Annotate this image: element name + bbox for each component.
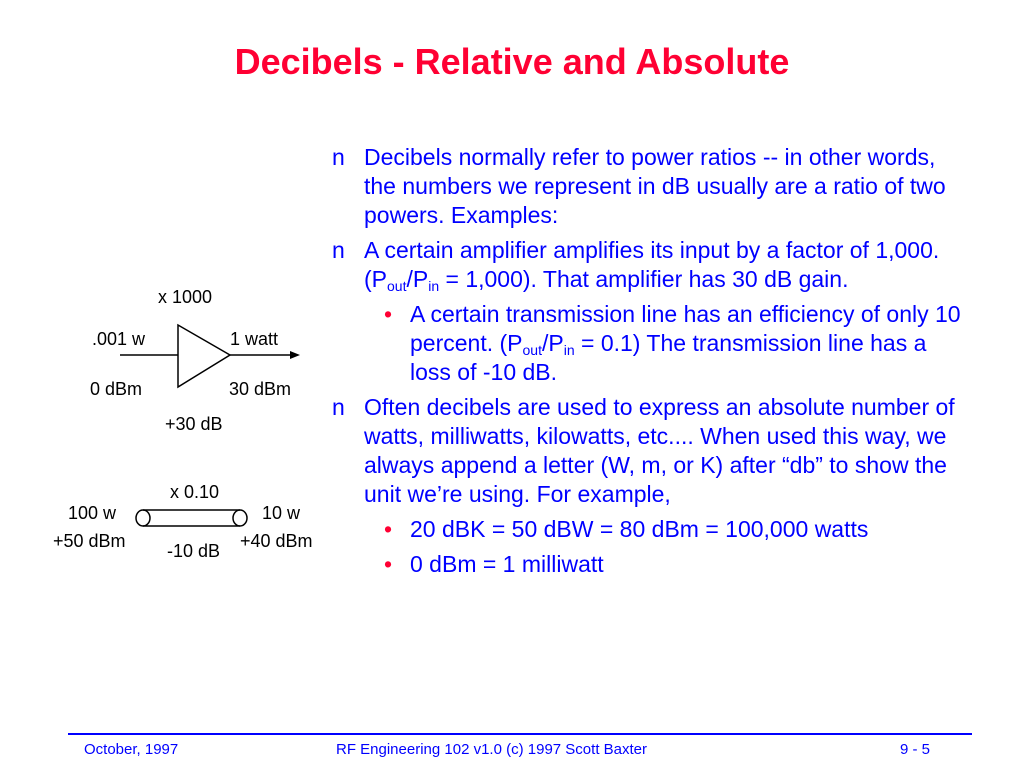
amp-arrowhead: [290, 351, 300, 359]
bullet-text: Often decibels are used to express an absolute number of watts, milliwatts, kilowatts, etc.... When used this way, we always append a letter (W, m, or K) after “db” to show the unit we’re using. For example,: [364, 394, 955, 507]
subbullet-transmission-line: [330, 300, 970, 387]
bullet-text: A certain amplifier amplifies its input by a factor of 1,000. $(P_{out}/P_{in} = 1,000)$. That amplifier has 30 dB gain.: [364, 237, 940, 294]
bullet-amplifier: [330, 236, 970, 294]
subbullet-text: 20 dBK = 50 dBW = 80 dBm = 100,000 watts: [410, 516, 869, 542]
amp-gain-db: +30 dB: [165, 414, 223, 434]
bullet-marker: n: [332, 144, 345, 170]
cable-right-end: [233, 510, 247, 526]
bullet-marker: n: [332, 394, 345, 420]
line-input-dbm: +50 dBm: [53, 531, 126, 551]
subbullet-text: A certain transmission line has an efficiency of only 10 percent. $(P_{out}/P_{in} = 0.1)$ The transmission line has a loss of -10 dB.: [410, 301, 961, 385]
footer-divider: [68, 733, 972, 735]
cable-left-end: [136, 510, 150, 526]
subbullet-marker: •: [384, 551, 393, 577]
subbullet-dbk: [330, 515, 970, 544]
amp-output-dbm: 30 dBm: [229, 379, 292, 399]
amplifier-triangle: [178, 325, 230, 387]
footer-course: RF Engineering 102 v1.0 (c) 1997 Scott Baxter: [336, 741, 648, 758]
amp-input-dbm: 0 dBm: [90, 379, 143, 399]
bullet-marker: n: [332, 237, 345, 263]
footer-date: October, 1997: [84, 741, 179, 758]
line-output-dbm: +40 dBm: [240, 531, 313, 551]
bullet-absolute: [330, 393, 970, 509]
slide-title: Decibels - Relative and Absolute: [234, 41, 790, 82]
line-output-power: 10 w: [262, 503, 301, 523]
footer-page-number: 9 - 5: [900, 741, 931, 758]
subbullet-text: 0 dBm = 1 milliwatt: [410, 551, 604, 577]
line-loss-db: -10 dB: [167, 541, 221, 561]
subbullet-marker: •: [384, 301, 393, 327]
diagram-area: [0, 0, 340, 600]
line-input-power: 100 w: [68, 503, 117, 523]
amp-output-power: 1 watt: [230, 329, 279, 349]
bullet-power-ratios: [330, 143, 970, 230]
amp-gain-factor: x 1000: [158, 287, 213, 307]
line-factor: x 0.10: [170, 482, 220, 502]
amp-input-power: .001 w: [92, 329, 146, 349]
bullet-text: Decibels normally refer to power ratios -- in other words, the numbers we represent in dB usually are a ratio of two powers. Examples:: [364, 144, 946, 228]
subbullet-dbm: [330, 550, 970, 579]
subbullet-marker: •: [384, 516, 393, 542]
bullet-list: [330, 143, 970, 585]
